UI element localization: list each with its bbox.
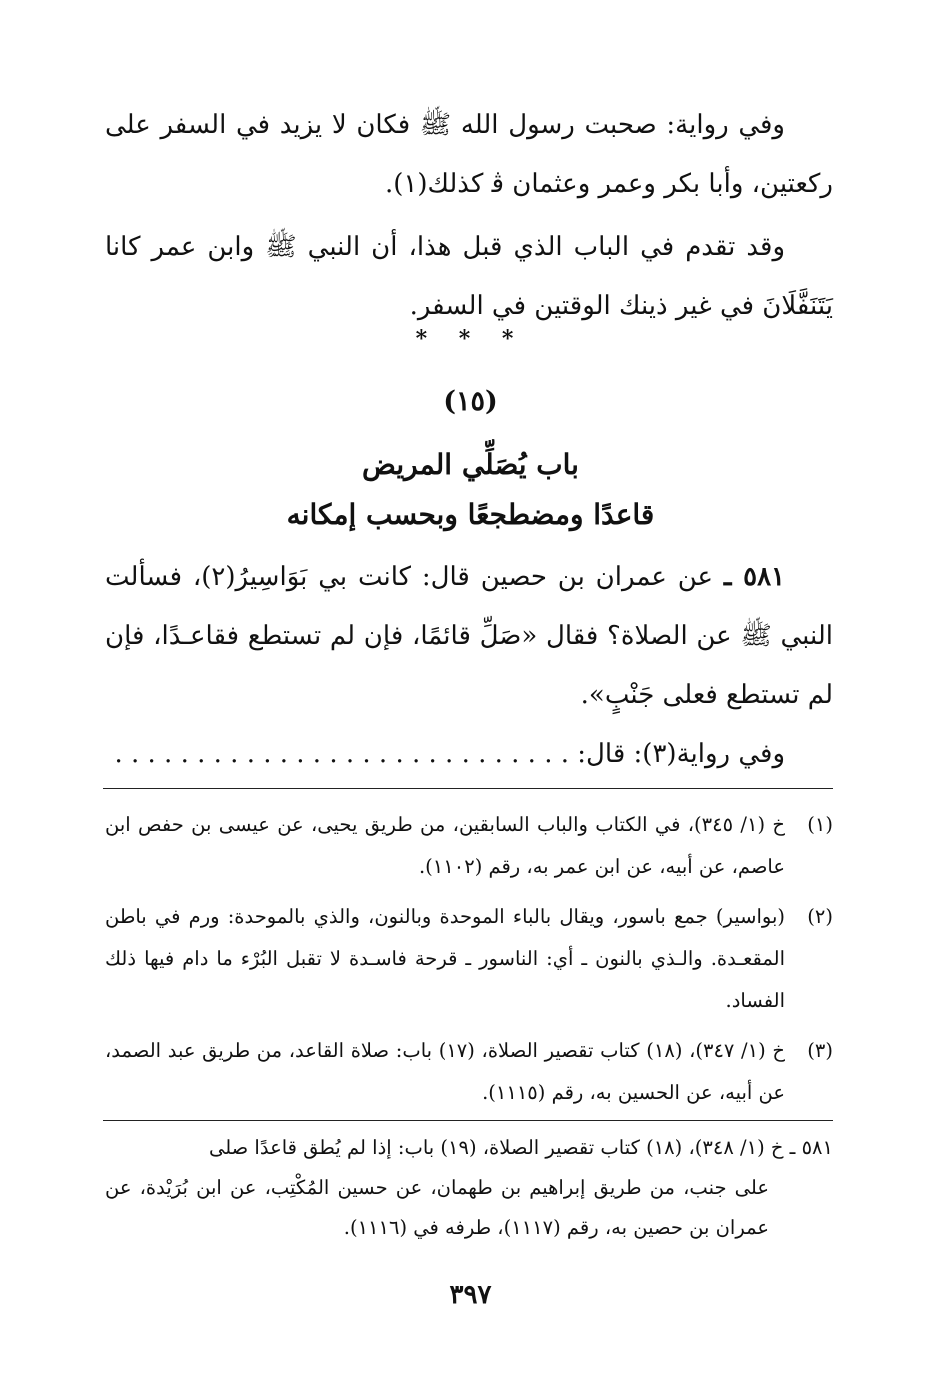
hadith-581-text: عن عمران بن حصين قال: كانت بي بَوَاسِيرُ(٢)، فسألت النبي ﷺ عن الصلاة؟ فقال «صَلِّ قائمًا، فإن لم تستطع فقاعـدًا، فإن لم تستطع فعلى جَنْبٍ». [105, 562, 833, 710]
chapter-number: (١٥) [443, 386, 498, 417]
main-text-top [105, 96, 833, 336]
footnotes-section [105, 804, 833, 1122]
source-note-lead: ٥٨١ ـ خ (١/ ٣٤٨)، (١٨) كتاب تقصير الصلاة، (١٩) باب: إذا لم يُطق قاعدًا صلى [208, 1136, 833, 1159]
source-note-section [105, 1128, 833, 1248]
footnote-text: خ (١/ ٣٤٧)، (١٨) كتاب تقصير الصلاة، (١٧) باب: صلاة القاعد، من طريق عبد الصمد، عن أبيه، عن الحسين به، رقم (١١١٥). [105, 1039, 785, 1104]
section-separator-stars: * * * [415, 326, 526, 352]
footnote-2 [105, 896, 833, 1022]
page-number: ٣٩٧ [449, 1280, 492, 1310]
hadith-number-581: ٥٨١ ـ [723, 562, 786, 592]
paragraph-travel-narration: وفي رواية: صحبت رسول الله ﷺ فكان لا يزيد في السفر على ركعتين، وأبا بكر وعمر وعثمان ﭬ كذلك(١). [105, 110, 833, 199]
paragraph-variant-narration [105, 725, 833, 784]
footnote-3 [105, 1030, 833, 1114]
source-note-581 [105, 1128, 833, 1248]
paragraph-earlier-chapter-reference: وقد تقدم في الباب الذي قبل هذا، أن النبي ﷺ وابن عمر كانا يَتَنَفَّلَانَ في غير ذينك الوقتين في السفر. [105, 232, 833, 321]
variant-narration-text: وفي رواية(٣): قال: [577, 739, 785, 769]
footnote-text: (بواسير) جمع باسور، ويقال بالباء الموحدة وبالنون، والذي بالموحدة: ورم في باطن المقعـدة. والـذي بالنون ـ أي: الناسور ـ قرحة فاسـدة لا تقبل البُرْء ما دام فيها ذلك الفساد. [105, 905, 785, 1012]
footnote-divider [103, 788, 833, 789]
chapter-title [0, 440, 941, 540]
footnote-number: (٢) [807, 905, 833, 928]
chapter-title-line-1: باب يُصَلِّي المريض [362, 448, 579, 481]
source-divider [103, 1120, 833, 1121]
hadith-581-paragraph [105, 548, 833, 725]
chapter-title-line-2: قاعدًا ومضطجعًا وبحسب إمكانه [286, 498, 655, 531]
footnote-number: (١) [807, 813, 833, 836]
main-text-hadith [105, 548, 833, 784]
footnote-text: خ (١/ ٣٤٥)، في الكتاب والباب السابقين، من طريق يحيى، عن عيسى بن حفص ابن عاصم، عن أبيه، عن ابن عمر به، رقم (١١٠٢). [105, 813, 785, 878]
footnote-1 [105, 804, 833, 888]
source-note-continuation: على جنب، من طريق إبراهيم بن طهمان، عن حسين المُكْتِب، عن ابن بُرَيْدة، عن عمران بن حصين به، رقم (١١١٧)، طرفه في (١١١٦). [105, 1176, 769, 1239]
footnote-number: (٣) [807, 1039, 833, 1062]
ellipsis-leader: . . . . . . . . . . . . . . . . . . . . . . . . . . . . [114, 739, 570, 769]
